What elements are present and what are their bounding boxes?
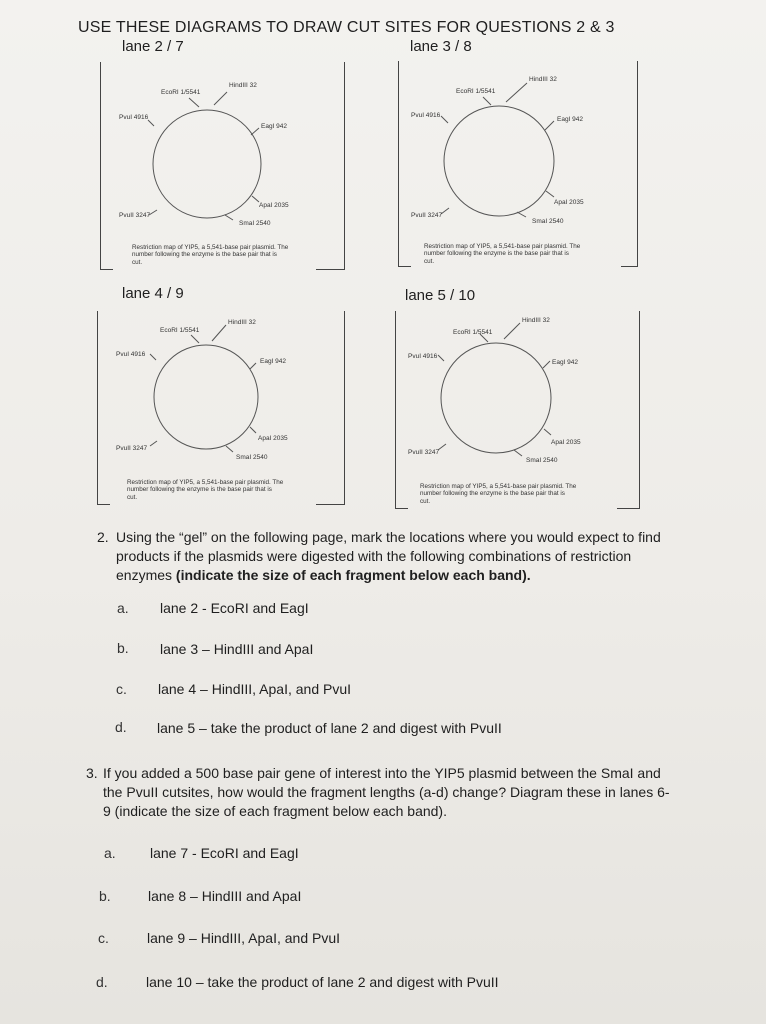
lane-label-3-8: lane 3 / 8 <box>410 38 472 55</box>
pvui-label: PvuI 4916 <box>119 114 149 121</box>
question-2d-text: lane 5 – take the product of lane 2 and digest with PvuII <box>157 720 502 736</box>
question-3b-letter: b. <box>99 888 111 904</box>
question-3c-text: lane 9 – HindIII, ApaI, and PvuI <box>147 930 341 946</box>
ecori-label: EcoRI 1/5541 <box>453 329 493 336</box>
question-2-prompt <box>116 528 676 585</box>
question-2-instruction: (indicate the size of each fragment below each band). <box>175 567 531 583</box>
question-2c-letter: c. <box>116 681 127 697</box>
pvui-label: PvuI 4916 <box>408 353 438 360</box>
apai-label: ApaI 2035 <box>551 439 581 446</box>
question-2b-text: lane 3 – HindIII and ApaI <box>160 641 314 657</box>
plasmid-panel-lane-5-10 <box>395 311 640 509</box>
plasmid-panel-lane-3-8 <box>398 61 638 267</box>
hindiii-label: HindIII 32 <box>522 317 550 324</box>
plasmid-panel-lane-4-9 <box>97 311 345 505</box>
eagi-label: EagI 942 <box>552 359 579 366</box>
smai-label: SmaI 2540 <box>532 218 564 225</box>
plasmid-caption: Restriction map of YIP5, a 5,541-base pair plasmid. The number following the enzyme is the base pair that is cut. <box>132 244 289 266</box>
plasmid-circle <box>441 343 551 453</box>
question-3c-letter: c. <box>98 930 109 946</box>
pvui-label: PvuI 4916 <box>116 351 146 358</box>
question-3d-letter: d. <box>96 974 108 990</box>
plasmid-map <box>98 311 346 505</box>
plasmid-circle <box>153 110 261 218</box>
pvuii-label: PvuII 3247 <box>119 212 151 219</box>
lane-label-2-7: lane 2 / 7 <box>122 38 184 55</box>
ecori-label: EcoRI 1/5541 <box>160 327 200 334</box>
question-3-text: If you added a 500 base pair gene of interest into the YIP5 plasmid between the SmaI and the PvuII cutsites, how would the fragment lengths (a-d) change? Diagram these in lanes 6-9 (indicate the size of each fragment below each band). <box>103 765 670 819</box>
hindiii-label: HindIII 32 <box>228 319 256 326</box>
smai-label: SmaI 2540 <box>526 457 558 464</box>
question-3a-text: lane 7 - EcoRI and EagI <box>150 845 299 861</box>
eagi-label: EagI 942 <box>260 358 287 365</box>
plasmid-caption: Restriction map of YIP5, a 5,541-base pair plasmid. The number following the enzyme is the base pair that is cut. <box>420 483 577 505</box>
lane-label-4-9: lane 4 / 9 <box>122 285 184 302</box>
question-2a-text: lane 2 - EcoRI and EagI <box>160 600 309 616</box>
pvui-label: PvuI 4916 <box>411 112 441 119</box>
plasmid-circle <box>154 345 258 449</box>
ecori-label: EcoRI 1/5541 <box>161 89 201 96</box>
question-3a-letter: a. <box>104 845 116 861</box>
question-2b-letter: b. <box>117 640 129 656</box>
pvuii-label: PvuII 3247 <box>116 445 148 452</box>
pvuii-label: PvuII 3247 <box>408 449 440 456</box>
apai-label: ApaI 2035 <box>259 202 289 209</box>
apai-label: ApaI 2035 <box>554 199 584 206</box>
question-2c-text: lane 4 – HindIII, ApaI, and PvuI <box>158 681 352 697</box>
plasmid-panel-lane-2-7 <box>100 62 345 270</box>
plasmid-map <box>101 62 346 270</box>
smai-label: SmaI 2540 <box>236 454 268 461</box>
question-3d-text: lane 10 – take the product of lane 2 and digest with PvuII <box>146 974 499 990</box>
hindiii-label: HindIII 32 <box>529 76 557 83</box>
question-2d-letter: d. <box>115 719 127 735</box>
question-2-number: 2. <box>97 529 109 545</box>
eagi-label: EagI 942 <box>557 116 584 123</box>
eagi-label: EagI 942 <box>261 123 288 130</box>
plasmid-circle <box>444 106 554 216</box>
plasmid-map <box>396 311 641 509</box>
lane-label-5-10: lane 5 / 10 <box>405 287 476 304</box>
page-header-title: USE THESE DIAGRAMS TO DRAW CUT SITES FOR QUESTIONS 2 & 3 <box>78 19 615 36</box>
plasmid-caption: Restriction map of YIP5, a 5,541-base pair plasmid. The number following the enzyme is the base pair that is cut. <box>424 243 581 265</box>
hindiii-label: HindIII 32 <box>229 82 257 89</box>
apai-label: ApaI 2035 <box>258 435 288 442</box>
plasmid-map <box>399 61 639 267</box>
pvuii-label: PvuII 3247 <box>411 212 443 219</box>
smai-label: SmaI 2540 <box>239 220 271 227</box>
ecori-label: EcoRI 1/5541 <box>456 88 496 95</box>
question-2a-letter: a. <box>117 600 129 616</box>
plasmid-caption: Restriction map of YIP5, a 5,541-base pair plasmid. The number following the enzyme is the base pair that is cut. <box>127 479 284 501</box>
question-3-number: 3. <box>86 765 98 781</box>
question-3b-text: lane 8 – HindIII and ApaI <box>148 888 302 904</box>
question-2-text: Using the “gel” on the following page, mark the locations where you would expect to find products if the plasmids were digested with the following combinations of restriction enzymes <box>116 529 661 583</box>
